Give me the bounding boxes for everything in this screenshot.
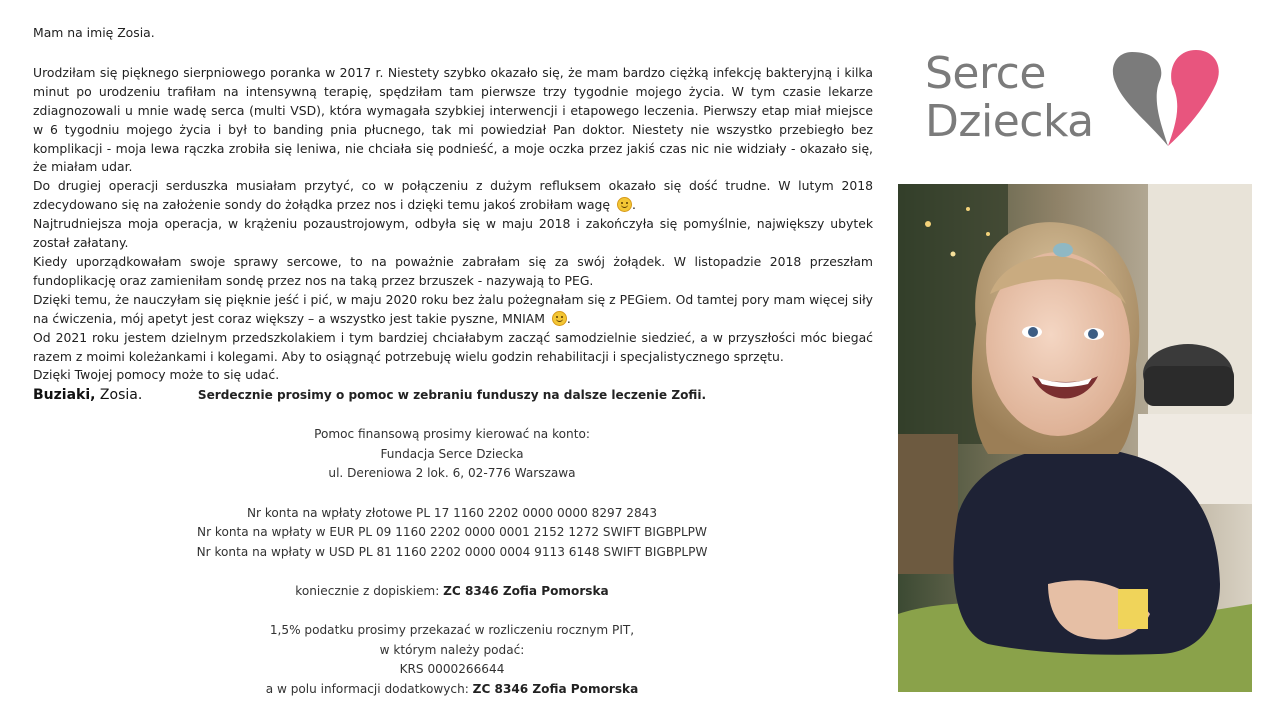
signature-greeting: Buziaki, xyxy=(33,387,96,404)
logo-word-dziecka: Dziecka xyxy=(925,96,1094,147)
smiling-face-icon xyxy=(617,197,632,212)
account-usd: Nr konta na wpłaty w USD PL 81 1160 2202 0000 0004 9113 6148 SWIFT BIGBPLPW xyxy=(196,544,708,559)
transfer-note: koniecznie z dopiskiem: ZC 8346 Zofia Pomorska xyxy=(295,583,609,598)
serce-dziecka-logo xyxy=(925,48,1225,154)
foundation-name: Fundacja Serce Dziecka xyxy=(380,446,524,461)
heart-logo-icon xyxy=(1110,48,1222,154)
foundation-address: ul. Dereniowa 2 lok. 6, 02-776 Warszawa xyxy=(328,466,576,481)
paragraph-text: Do drugiej operacji serduszka musiałam przytyć, co w połączeniu z dużym refluksem okazało się dość trudne. W lutym 2018 zdecydowano się na założenie sondy do żołądka przez nos i dzięki temu jakoś zrobiłam wagę xyxy=(33,178,873,213)
heart-grey-half xyxy=(1113,52,1168,146)
heart-pink-half xyxy=(1168,50,1219,146)
paragraph-stomach: Kiedy uporządkowałam swoje sprawy sercowe, to na poważnie zabrałam się za swój żołądek. W listopadzie 2018 przeszłam fundoplikację oraz zamieniłam sondę przez nos na taką przez brzuszek - nazywają to PEG. xyxy=(33,253,873,288)
paragraph-help: Dzięki Twojej pomocy może to się udać. xyxy=(33,367,280,383)
account-eur: Nr konta na wpłaty w EUR PL 09 1160 2202 0000 0001 2152 1272 SWIFT BIGBPLPW xyxy=(197,525,707,540)
krs-number: KRS 0000266644 xyxy=(399,662,505,677)
donation-info xyxy=(120,386,784,700)
paragraph-peg: Dzięki temu, że nauczyłam się pięknie jeść i pić, w maju 2020 roku bez żalu pożegnałam się z PEGiem. Od tamtej pory mam więcej siły na ćwiczenia, mój apetyt jest coraz większy – a wszystko jest takie pyszne, MNIAM . xyxy=(33,291,873,326)
child-photo xyxy=(898,184,1252,692)
child-photo-illustration xyxy=(898,184,1252,692)
paragraph-text: Dzięki temu, że nauczyłam się pięknie jeść i pić, w maju 2020 roku bez żalu pożegnałam się z PEGiem. Od tamtej pory mam więcej siły na ćwiczenia, mój apetyt jest coraz większy – a wszystko jest takie pyszne, MNIAM xyxy=(33,291,873,326)
paragraph-birth: Urodziłam się pięknego sierpniowego poranka w 2017 r. Niestety szybko okazało się, że mam bardzo ciężką infekcję bakteryjną i kilka minut po urodzeniu trafiłam na intensywną terapię, spędziłam tam pierwsze trzy tygodnie mojego życia. W tym czasie lekarze zdiagnozowali u mnie wadę serca (multi VSD), która wymagała szybkiej interwencji i etapowego leczenia. Pierwszy etap miał miejsce w 6 tygodniu mojego życia i był to banding pnia płucnego, tak mi powiedział Pan doktor. Niestety nie wszystko przebiegło bez komplikacji - moja lewa rączka zrobiła się leniwa, nie chciała się podnieść, a moje oczka przez jakiś czas nic nie widziały - okazało się, że miałam udar. xyxy=(33,64,873,175)
donation-heading: Serdecznie prosimy o pomoc w zebraniu funduszy na dalsze leczenie Zofii. xyxy=(197,388,707,402)
smiling-face-icon xyxy=(552,311,567,326)
greeting: Mam na imię Zosia. xyxy=(33,25,155,40)
tax-line-1: 1,5% podatku prosimy przekazać w rozliczeniu rocznym PIT, xyxy=(269,623,635,638)
paragraph-preschool: Od 2021 roku jestem dzielnym przedszkolakiem i tym bardziej chciałabym zacząć samodzielnie siedzieć, a w przyszłości móc biegać razem z moimi koleżankami i kolegami. Aby to osiągnąć potrzebuję wielu godzin rehabilitacji i specjalistycznego sprzętu. xyxy=(33,329,873,364)
additional-info: a w polu informacji dodatkowych: ZC 8346 Zofia Pomorska xyxy=(265,681,639,696)
transfer-code: ZC 8346 Zofia Pomorska xyxy=(443,583,609,598)
donation-intro: Pomoc finansową prosimy kierować na konto: xyxy=(314,427,590,442)
paragraph-second-operation: Do drugiej operacji serduszka musiałam przytyć, co w połączeniu z dużym refluksem okazało się dość trudne. W lutym 2018 zdecydowano się na założenie sondy do żołądka przez nos i dzięki temu jakoś zrobiłam wagę . xyxy=(33,178,873,213)
additional-info-code: ZC 8346 Zofia Pomorska xyxy=(472,681,639,696)
tax-line-2: w którym należy podać: xyxy=(379,642,525,657)
logo-word-serce: Serce xyxy=(925,48,1046,99)
account-pln: Nr konta na wpłaty złotowe PL 17 1160 2202 0000 0000 8297 2843 xyxy=(246,505,658,520)
signature-name: Zosia. xyxy=(95,387,143,404)
appeal-letter xyxy=(33,24,873,405)
paragraph-main-operation: Najtrudniejsza moja operacja, w krążeniu pozaustrojowym, odbyła się w maju 2018 i zakończyła się pomyślnie, największy ubytek został załatany. xyxy=(33,216,873,251)
